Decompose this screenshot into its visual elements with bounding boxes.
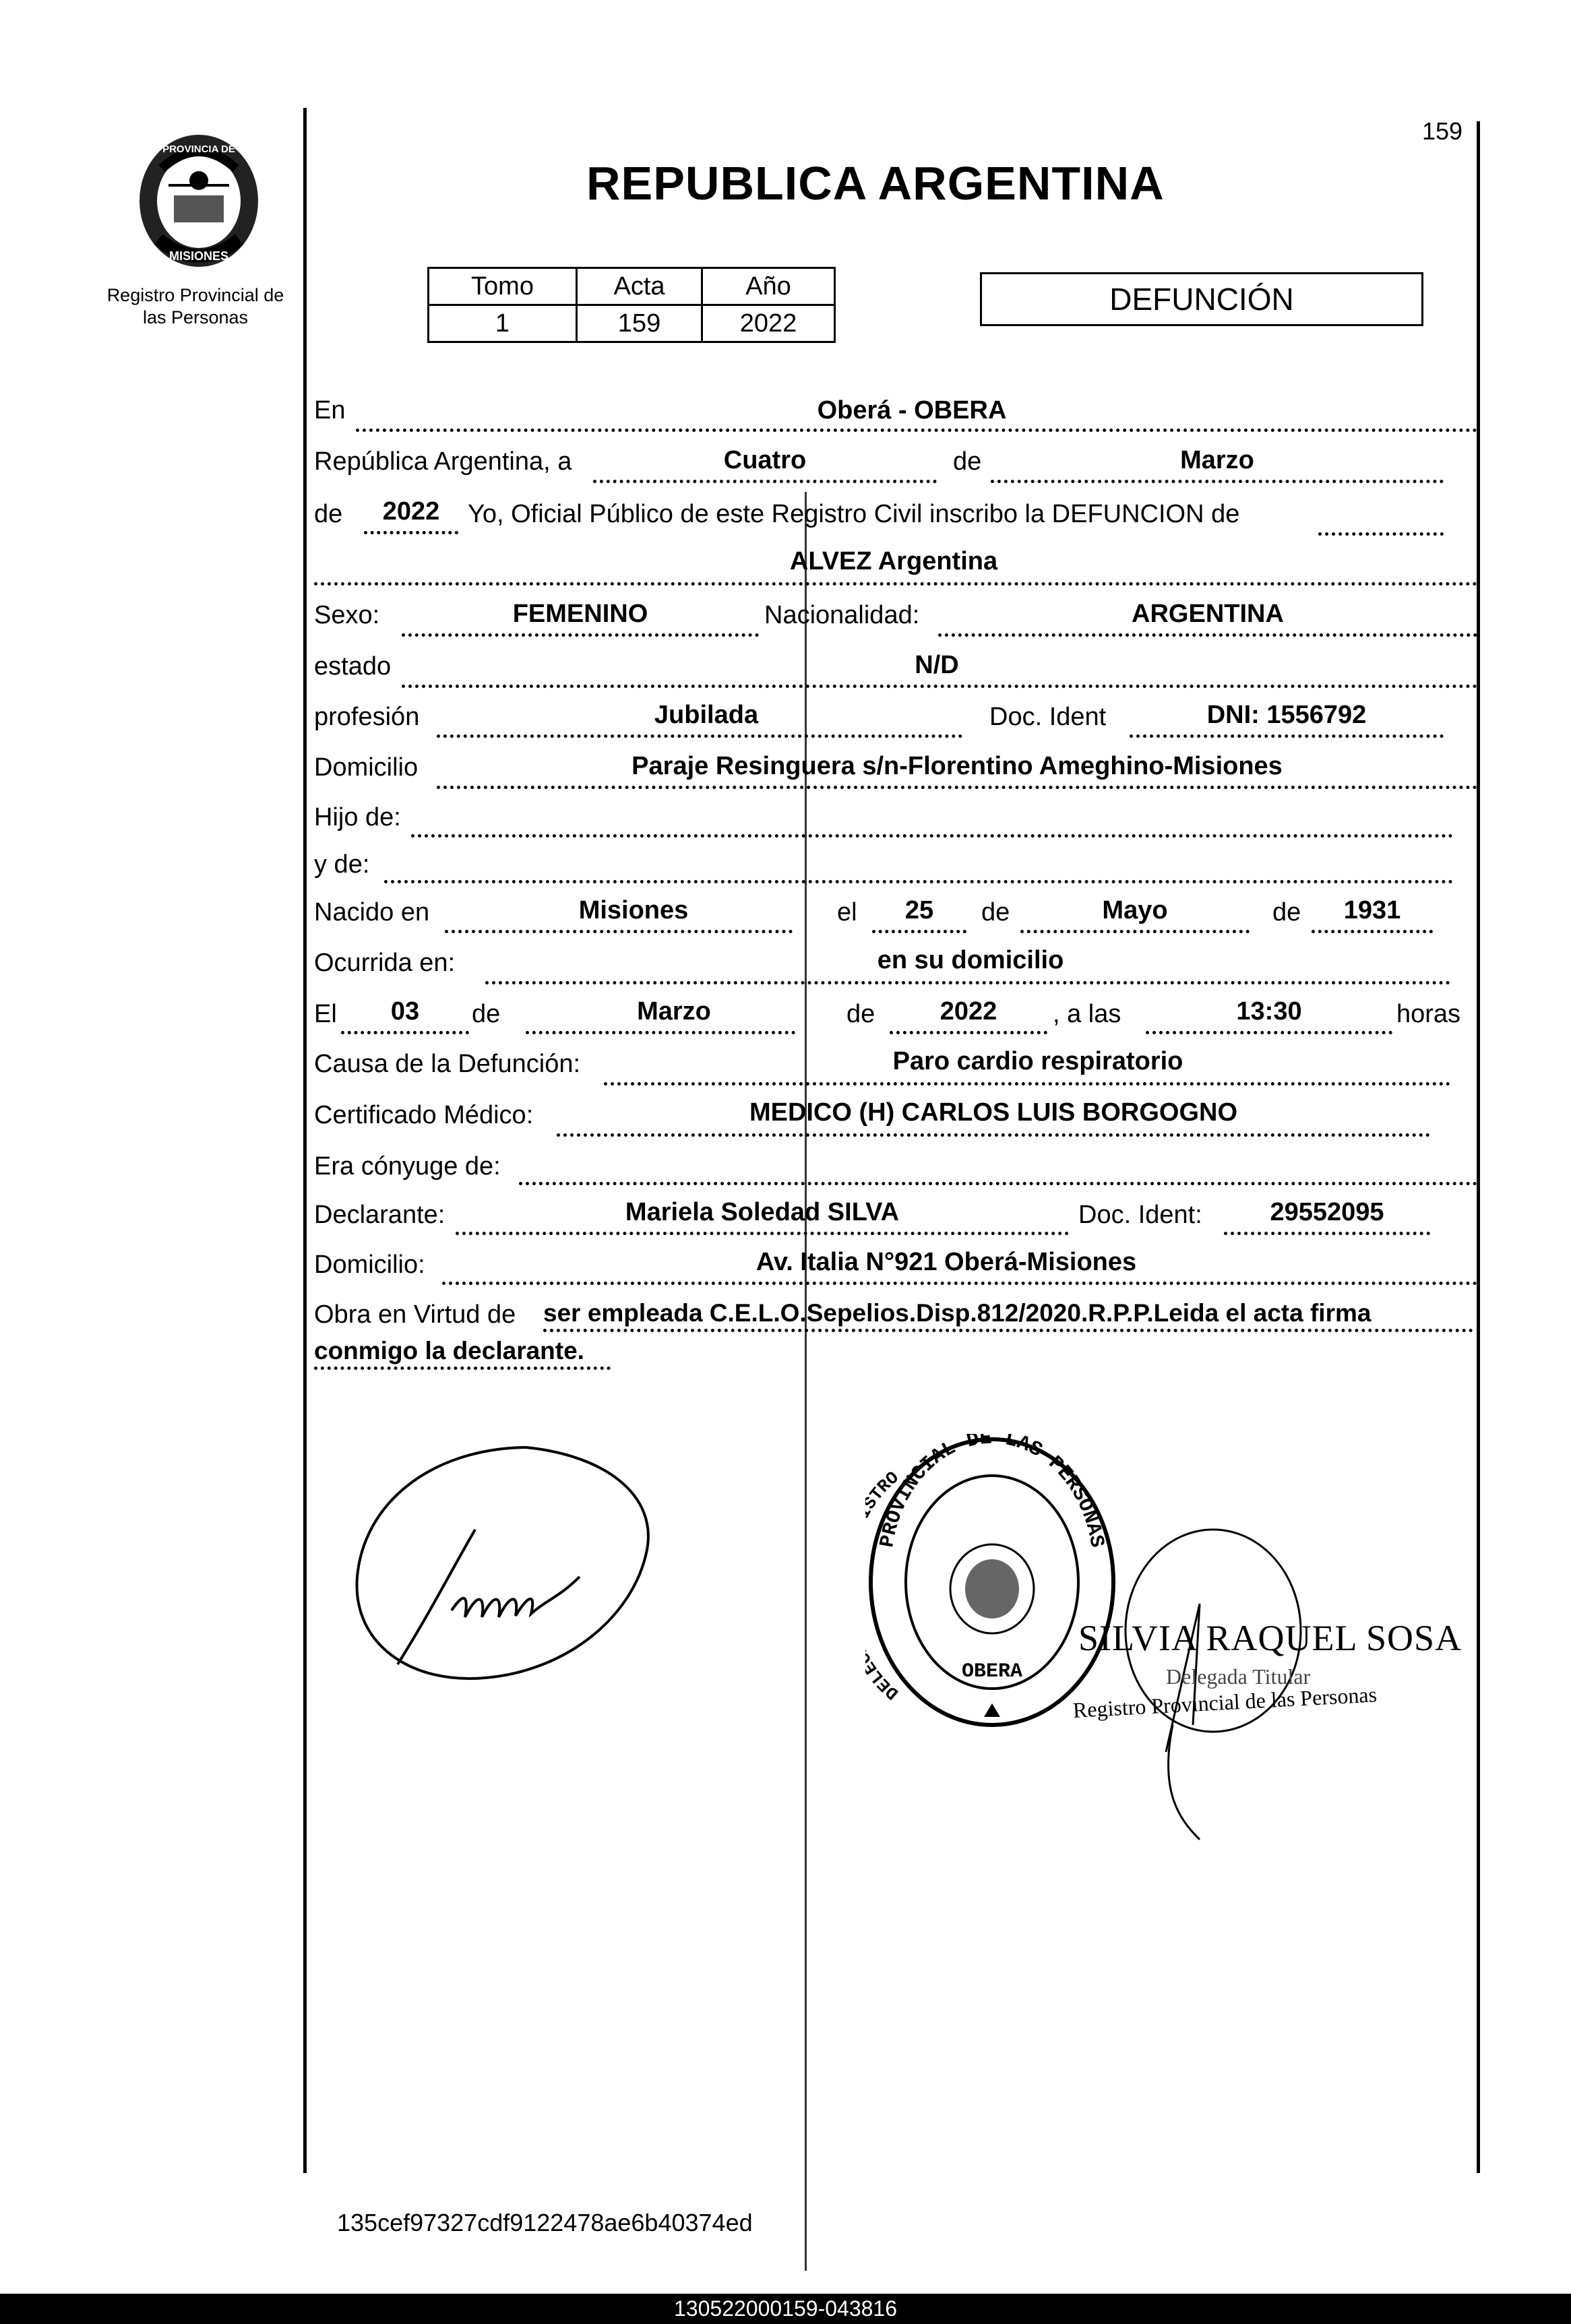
- causa-dots: [604, 1082, 1450, 1086]
- sexo-value: FEMENINO: [512, 600, 648, 628]
- official-role: Delegada Titular: [1166, 1664, 1311, 1689]
- doc-ident-dots: [1130, 734, 1444, 738]
- en-dots: [356, 429, 1477, 432]
- page-number: 159: [1422, 117, 1463, 145]
- emblem-top-text: PROVINCIA DE: [162, 144, 235, 155]
- fecha-de2-label: de: [846, 1000, 875, 1028]
- inscripcion-trailing-dots: [1318, 532, 1444, 536]
- nacido-year-dots: [1312, 930, 1433, 933]
- fecha-month: Marzo: [637, 997, 711, 1026]
- nacido-day-dots: [872, 930, 966, 933]
- fecha-time-dots: [1146, 1031, 1392, 1034]
- sexo-dots: [402, 633, 759, 637]
- nacido-year: 1931: [1343, 896, 1401, 924]
- nacido-el-label: el: [837, 898, 857, 927]
- ref-value-acta: 159: [577, 305, 702, 342]
- domicilio2-dots: [442, 1282, 1477, 1285]
- doc-ident-value: DNI: 1556792: [1206, 701, 1367, 729]
- nacionalidad-dots: [938, 633, 1477, 637]
- sexo-label: Sexo:: [314, 601, 380, 629]
- domicilio-value: Paraje Resinguera s/n-Florentino Ameghino-Misiones: [632, 752, 1283, 780]
- stamp-seal-icon: [865, 1434, 1119, 1730]
- domicilio-dots: [437, 786, 1477, 789]
- fecha-time: 13:30: [1236, 997, 1302, 1026]
- registro-label: [88, 284, 303, 329]
- profesion-value: Jubilada: [654, 701, 759, 729]
- republica-de-label: de: [953, 447, 982, 476]
- inscripcion-year: 2022: [382, 497, 440, 526]
- ref-header-acta: Acta: [577, 268, 702, 305]
- inscripcion-text: Yo, Oficial Público de este Registro Civil inscribo la DEFUNCION de: [468, 500, 1240, 528]
- republica-day-dots: [593, 480, 937, 483]
- footer-bar: 130522000159-043816: [0, 2294, 1571, 2324]
- fecha-year: 2022: [939, 997, 997, 1026]
- left-margin-rule: [303, 108, 307, 2173]
- en-label: En: [314, 396, 346, 425]
- causa-value: Paro cardio respiratorio: [892, 1047, 1183, 1075]
- profesion-dots: [437, 734, 962, 738]
- republica-day: Cuatro: [723, 446, 807, 474]
- ocurrida-value: en su domicilio: [877, 946, 1064, 974]
- fecha-de1-label: de: [472, 1000, 501, 1028]
- nombre-dots: [314, 582, 1477, 586]
- estado-label: estado: [314, 652, 392, 681]
- official-name: SILVIA RAQUEL SOSA: [1078, 1618, 1462, 1658]
- svg-text:PROVINCIAL DE LAS PERSONAS: [876, 1434, 1108, 1549]
- yde-dots: [384, 880, 1453, 883]
- estado-dots: [402, 685, 1477, 688]
- republica-month: Marzo: [1180, 446, 1254, 474]
- ocurrida-dots: [485, 981, 1450, 984]
- nacido-de1-label: de: [981, 898, 1010, 927]
- nacido-place: Misiones: [578, 896, 689, 924]
- declarante-doc-label: Doc. Ident:: [1078, 1201, 1202, 1229]
- nacido-label: Nacido en: [314, 898, 430, 927]
- registro-line-1: Registro Provincial de: [106, 285, 284, 305]
- stamp-ring-bottom: OBERA: [961, 1660, 1023, 1683]
- obra-value-line1: ser empleada C.E.L.O.Sepelios.Disp.812/2020.R.P.P.Leida el acta firma: [543, 1299, 1372, 1327]
- yde-label: y de:: [314, 850, 370, 879]
- page-title: REPUBLICA ARGENTINA: [586, 157, 1165, 210]
- republica-month-dots: [991, 480, 1444, 483]
- fecha-month-dots: [526, 1031, 795, 1034]
- registro-line-2: las Personas: [142, 307, 249, 327]
- stamp-ring-top: PROVINCIAL DE LAS PERSONAS: [876, 1434, 1108, 1550]
- declarante-value: Mariela Soledad SILVA: [625, 1198, 900, 1226]
- declarante-dots: [456, 1232, 1069, 1235]
- fecha-year-dots: [890, 1031, 1047, 1034]
- hijo-dots: [411, 834, 1453, 838]
- declarant-signature: [350, 1442, 667, 1698]
- ocurrida-label: Ocurrida en:: [314, 949, 456, 977]
- obra-value-line2: conmigo la declarante.: [314, 1337, 584, 1364]
- conyuge-dots: [519, 1182, 1477, 1185]
- nombre-value: ALVEZ Argentina: [789, 547, 998, 575]
- obra-line2-dots: [314, 1367, 611, 1370]
- certificado-label: Certificado Médico:: [314, 1101, 534, 1129]
- obra-label: Obra en Virtud de: [314, 1300, 516, 1329]
- conyuge-label: Era cónyuge de:: [314, 1152, 501, 1181]
- declarante-doc-value: 29552095: [1270, 1198, 1384, 1226]
- official-stamp: [865, 1434, 1119, 1730]
- stamp-ring-left: DEL TRO: [865, 1467, 903, 1704]
- nacido-de2-label: de: [1272, 898, 1301, 927]
- document-hash: 135cef97327cdf9122478ae6b40374ed: [337, 2209, 753, 2236]
- republica-label: República Argentina, a: [314, 447, 572, 476]
- fecha-horas-label: horas: [1396, 1000, 1461, 1028]
- certificado-dots: [557, 1133, 1430, 1137]
- hijo-label: Hijo de:: [314, 803, 401, 831]
- fecha-day: 03: [390, 997, 420, 1026]
- domicilio2-value: Av. Italia N°921 Oberá-Misiones: [756, 1248, 1137, 1276]
- declarante-label: Declarante:: [314, 1201, 445, 1229]
- obra-line1-dots: [543, 1329, 1473, 1332]
- emblem-icon: [121, 121, 276, 276]
- nacido-day: 25: [904, 896, 934, 924]
- fecha-day-dots: [341, 1031, 469, 1034]
- doc-ident-label: Doc. Ident: [989, 703, 1107, 731]
- tipo-box: DEFUNCIÓN: [980, 272, 1423, 326]
- nacionalidad-label: Nacionalidad:: [764, 601, 920, 629]
- inscripcion-de-label: de: [314, 500, 343, 528]
- domicilio-label: Domicilio: [314, 753, 419, 782]
- official-org: Registro Provincial de las Personas: [1072, 1682, 1378, 1722]
- domicilio2-label: Domicilio:: [314, 1251, 425, 1279]
- ref-header-ano: Año: [702, 268, 835, 305]
- estado-value: N/D: [915, 651, 959, 679]
- profesion-label: profesión: [314, 703, 420, 731]
- ref-value-ano: 2022: [702, 305, 835, 342]
- certificado-value: MEDICO (H) CARLOS LUIS BORGOGNO: [749, 1098, 1238, 1127]
- en-value: Oberá - OBERA: [817, 396, 1007, 425]
- nacido-place-dots: [445, 930, 793, 933]
- ref-header-tomo: Tomo: [429, 268, 577, 305]
- declarante-doc-dots: [1224, 1232, 1430, 1235]
- nacionalidad-value: ARGENTINA: [1132, 600, 1284, 628]
- emblem-bottom-text: MISIONES: [168, 249, 229, 263]
- nacido-month-dots: [1020, 930, 1250, 933]
- ref-table: [427, 267, 836, 343]
- causa-label: Causa de la Defunción:: [314, 1050, 581, 1078]
- fecha-el-label: El: [314, 1000, 337, 1028]
- misiones-emblem: [121, 121, 276, 276]
- nacido-month: Mayo: [1102, 896, 1168, 924]
- fecha-alas-label: , a las: [1053, 1000, 1121, 1028]
- inscripcion-year-dots: [364, 531, 458, 534]
- ref-value-tomo: 1: [429, 305, 577, 342]
